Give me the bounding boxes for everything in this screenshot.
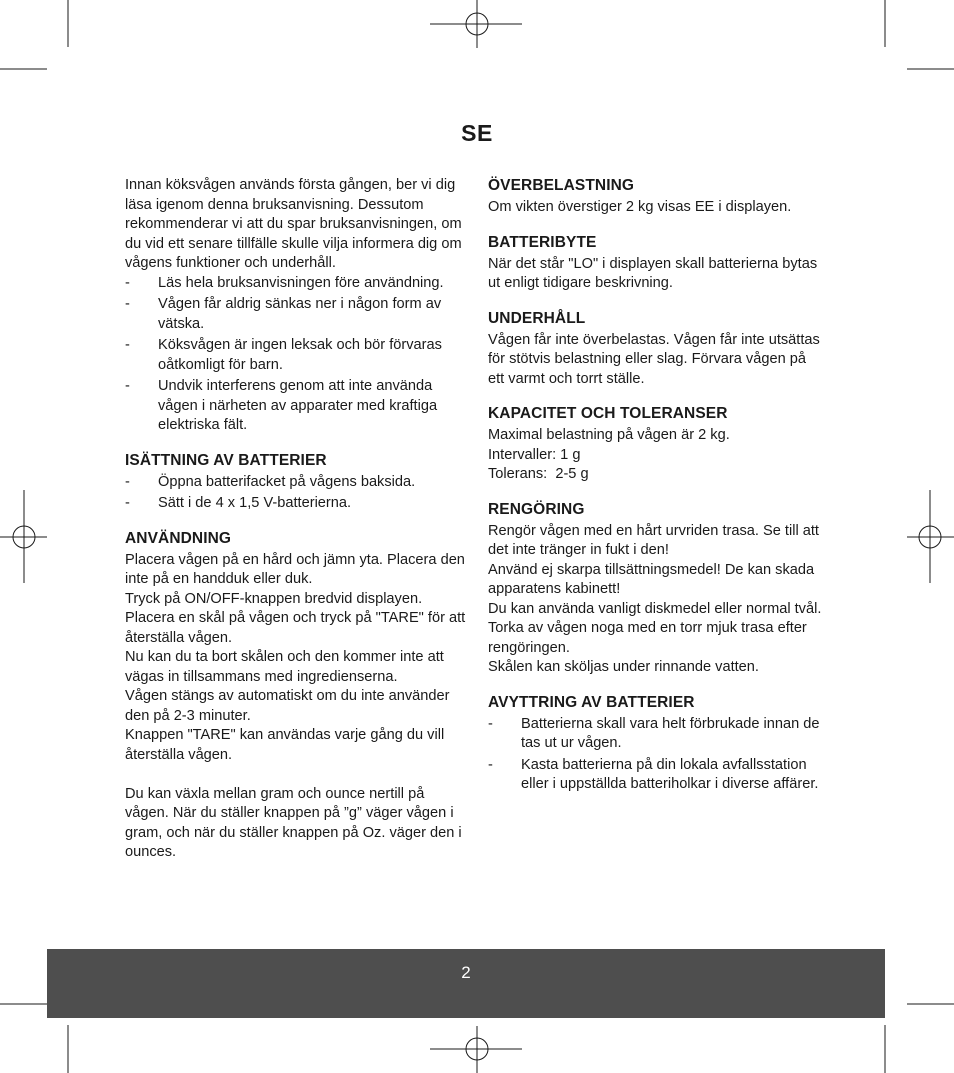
- cleaning-line: Använd ej skarpa tillsättningsmedel! De kan skada apparatens kabinett!: [488, 561, 815, 597]
- units-text: Du kan växla mellan gram och ounce nertill på vågen. När du ställer knappen på ”g” väger vågen i gram, och när du ställer knappen på Oz. väger den i ounces.: [125, 785, 462, 860]
- overload-heading: ÖVERBELASTNING: [488, 177, 635, 194]
- list-item: - Sätt i de 4 x 1,5 V-batterierna.: [125, 494, 470, 514]
- cleaning-line: Du kan använda vanligt diskmedel eller normal tvål.: [488, 600, 822, 617]
- language-heading: SE: [461, 120, 493, 146]
- disposal-bullets: [488, 715, 824, 795]
- usage-line: Placera en skål på vågen och tryck på "TARE" för att återställa vågen.: [125, 610, 466, 646]
- maintenance-heading: UNDERHÅLL: [488, 309, 586, 327]
- list-item: - Vågen får aldrig sänkas ner i någon form av vätska.: [125, 295, 470, 334]
- overload-text: Om vikten överstiger 2 kg visas EE i displayen.: [488, 199, 792, 215]
- cleaning-heading: RENGÖRING: [488, 500, 585, 518]
- intro-text: Innan köksvågen används första gången, ber vi dig läsa igenom denna bruksanvisning. Dessutom rekommenderar vi att du spar bruksanvisningen, om du vid ett senare tillfälle skulle vilja informera dig om vågens funktioner och underhåll.: [125, 177, 462, 271]
- usage-line: Vågen stängs av automatiskt om du inte använder den på 2-3 minuter.: [125, 688, 450, 724]
- capacity-line: Tolerans: 2-5 g: [488, 466, 589, 482]
- battery-change-heading: BATTERIBYTE: [488, 233, 597, 251]
- capacity-line: Intervaller: 1 g: [488, 446, 581, 463]
- insert-batteries-heading: ISÄTTNING AV BATTERIER: [125, 451, 327, 469]
- cleaning-line: Skålen kan sköljas under rinnande vatten.: [488, 659, 759, 675]
- intro-bullets: [125, 274, 470, 436]
- list-item: - Kasta batterierna på din lokala avfallsstation eller i uppställda batteriholkar i diverse affärer.: [488, 756, 824, 795]
- list-item: - Batterierna skall vara helt förbrukade innan de tas ut ur vågen.: [488, 715, 824, 754]
- cleaning-line: Rengör vågen med en hårt urvriden trasa. Se till att det inte tränger in fukt i den!: [488, 522, 819, 558]
- usage-line: Tryck på ON/OFF-knappen bredvid displayen.: [125, 590, 423, 607]
- list-item: - Köksvågen är ingen leksak och bör förvaras oåtkomligt för barn.: [125, 336, 470, 375]
- page-number: 2: [461, 963, 471, 982]
- usage-line: Knappen "TARE" kan användas varje gång du vill återställa vågen.: [125, 727, 445, 763]
- usage-heading: ANVÄNDNING: [125, 529, 232, 547]
- footer-bar: [47, 949, 885, 1018]
- capacity-line: Maximal belastning på vågen är 2 kg.: [488, 427, 730, 443]
- list-item: - Öppna batterifacket på vågens baksida.: [125, 473, 470, 493]
- right-column: [488, 176, 824, 797]
- battery-change-text: När det står "LO" i displayen skall batterierna bytas ut enligt tidigare beskrivning.: [488, 255, 818, 291]
- insert-batteries-bullets: [125, 473, 470, 514]
- capacity-heading: KAPACITET OCH TOLERANSER: [488, 405, 728, 422]
- usage-line: Placera vågen på en hård och jämn yta. Placera den inte på en handduk eller duk.: [125, 551, 465, 587]
- list-item: - Läs hela bruksanvisningen före användning.: [125, 274, 470, 294]
- usage-line: Nu kan du ta bort skålen och den kommer inte att vägas in tillsammans med ingredienserna.: [125, 649, 444, 685]
- left-column: [125, 176, 470, 863]
- cleaning-line: Torka av vågen noga med en torr mjuk trasa efter rengöringen.: [488, 620, 807, 656]
- disposal-heading: AVYTTRING AV BATTERIER: [488, 693, 695, 711]
- list-item: - Undvik interferens genom att inte använda vågen i närheten av apparater med kraftiga elektriska fält.: [125, 377, 470, 436]
- maintenance-text: Vågen får inte överbelastas. Vågen får inte utsättas för stötvis belastning eller slag. Förvara vågen på ett varmt och torrt ställe.: [488, 331, 820, 387]
